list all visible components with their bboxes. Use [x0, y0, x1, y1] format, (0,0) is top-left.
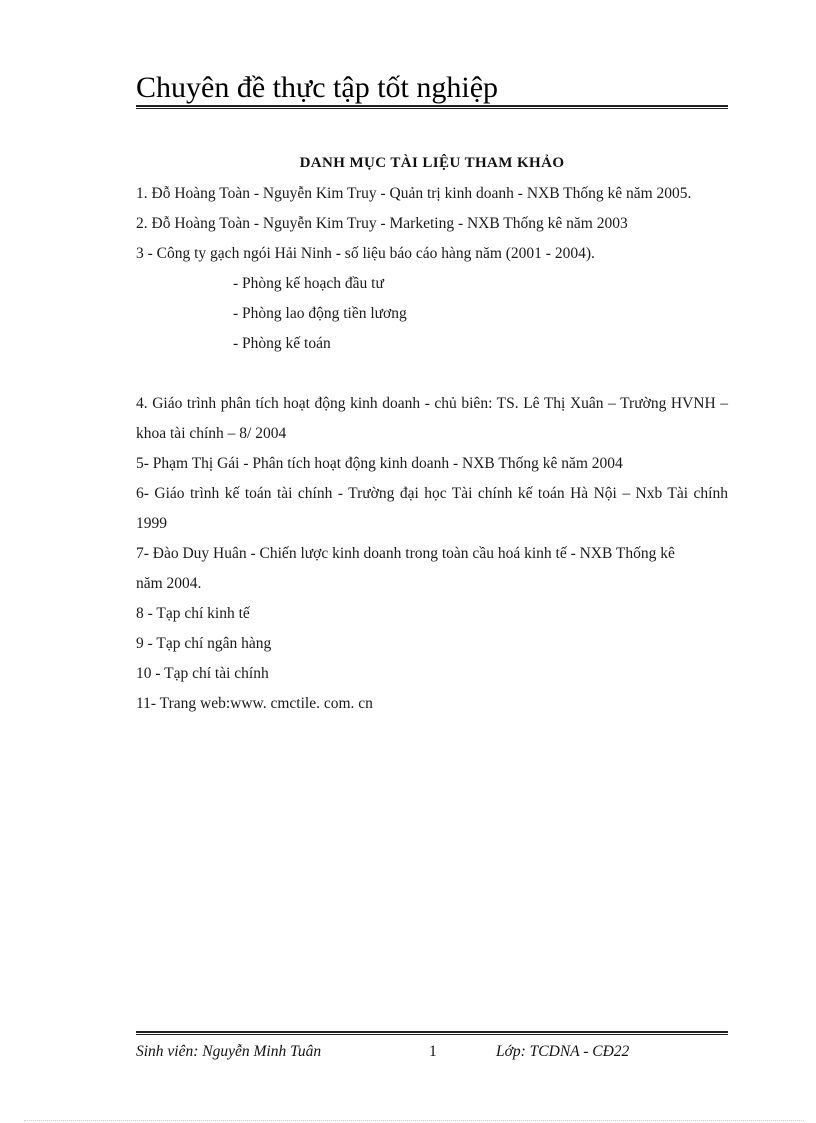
reference-item-2: 2. Đỗ Hoàng Toàn - Nguyễn Kim Truy - Marketing - NXB Thống kê năm 2003	[136, 215, 628, 232]
references-heading: DANH MỤC TÀI LIỆU THAM KHẢO	[299, 155, 565, 171]
header-rule	[136, 105, 728, 109]
reference-item-8: 8 - Tạp chí kinh tế	[136, 605, 250, 622]
reference-item-1: 1. Đỗ Hoàng Toàn - Nguyễn Kim Truy - Quản trị kinh doanh - NXB Thống kê năm 2005.	[136, 185, 692, 202]
footer-rule	[136, 1031, 728, 1035]
footer-page-number: 1	[429, 1043, 437, 1060]
reference-item-6: 6- Giáo trình kế toán tài chính - Trường đại học Tài chính kế toán Hà Nội – Nxb Tài chính 1999	[136, 485, 728, 532]
reference-item-9: 9 - Tạp chí ngân hàng	[136, 635, 272, 652]
page-footer	[136, 1041, 728, 1063]
reference-item-10: 10 - Tạp chí tài chính	[136, 665, 269, 682]
reference-subitem-planning: - Phòng kế hoạch đầu tư	[233, 275, 384, 292]
reference-item-7: 7- Đào Duy Huân - Chiến lược kinh doanh trong toàn cầu hoá kinh tế - NXB Thống kê năm 2004.	[136, 545, 675, 592]
reference-subitem-accounting: - Phòng kế toán	[233, 335, 331, 352]
reference-subitem-labor: - Phòng lao động tiền lương	[233, 305, 407, 322]
reference-item-5: 5- Phạm Thị Gái - Phân tích hoạt động kinh doanh - NXB Thống kê năm 2004	[136, 455, 623, 472]
page-header-title: Chuyên đề thực tập tốt nghiệp	[136, 71, 499, 104]
blank-line	[136, 359, 728, 389]
reference-list	[136, 179, 728, 719]
reference-item-4: 4. Giáo trình phân tích hoạt động kinh doanh - chủ biên: TS. Lê Thị Xuân – Trường HVNH – khoa tài chính – 8/ 2004	[136, 395, 728, 442]
page-edge-divider	[24, 1120, 804, 1121]
reference-item-3: 3 - Công ty gạch ngói Hải Ninh - số liệu báo cáo hàng năm (2001 - 2004).	[136, 245, 595, 262]
footer-class: Lớp: TCDNA - CĐ22	[496, 1043, 630, 1060]
reference-item-11: 11- Trang web:www. cmctile. com. cn	[136, 695, 373, 712]
footer-student: Sinh viên: Nguyễn Minh Tuân	[136, 1043, 322, 1060]
